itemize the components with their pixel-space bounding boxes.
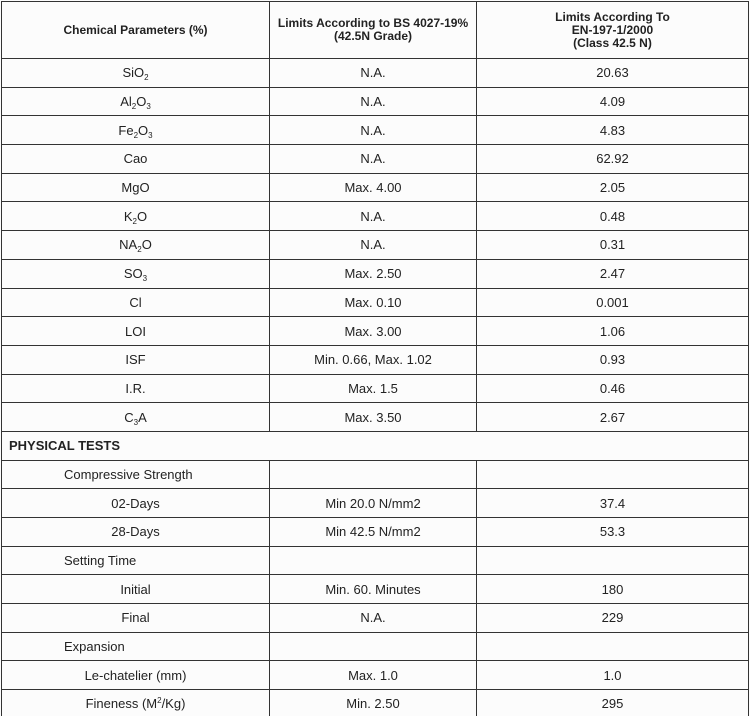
param-subscript: 2 [133, 130, 139, 140]
param-superscript: 2 [157, 696, 162, 706]
table-row [2, 604, 749, 633]
en-limit-cell: 4.09 [477, 87, 749, 116]
bs-limit-cell: N.A. [270, 231, 477, 260]
table-row [2, 59, 749, 88]
bs-limit-cell: N.A. [270, 116, 477, 145]
param-text: LOI [125, 323, 146, 339]
bs-limit-cell: Min. 60. Minutes [270, 575, 477, 604]
bs-limit-cell: Min 42.5 N/mm2 [270, 518, 477, 547]
cement-spec-table [1, 1, 749, 716]
bs-limit-cell: Max. 3.00 [270, 317, 477, 346]
en-limit-cell: 0.46 [477, 374, 749, 403]
table-row [2, 87, 749, 116]
bs-limit-cell: Min. 2.50 [270, 690, 477, 716]
param-text: A [138, 409, 147, 425]
en-limit-cell: 0.93 [477, 345, 749, 374]
header-en-line2: EN-197-1/2000 [571, 22, 654, 37]
table-header-row [2, 2, 749, 59]
param-cell [2, 345, 270, 374]
expansion-title: Expansion [2, 632, 270, 661]
en-limit-cell: 1.06 [477, 317, 749, 346]
empty-cell [477, 546, 749, 575]
header-chemical-parameters: Chemical Parameters (%) [2, 2, 270, 59]
bs-limit-cell: Min 20.0 N/mm2 [270, 489, 477, 518]
compressive-strength-title: Compressive Strength [2, 460, 270, 489]
param-cell [2, 288, 270, 317]
param-text: Fineness (M [85, 696, 158, 712]
param-cell [2, 259, 270, 288]
en-limit-cell: 2.05 [477, 173, 749, 202]
table-row [2, 259, 749, 288]
param-text: K [123, 208, 133, 224]
param-subscript: 3 [146, 102, 151, 112]
param-cell [2, 59, 270, 88]
param-subscript: 2 [131, 102, 137, 112]
param-subscript: 2 [144, 73, 149, 83]
en-limit-cell: 2.47 [477, 259, 749, 288]
param-cell [2, 202, 270, 231]
table-row [2, 403, 749, 432]
bs-limit-cell: Max. 0.10 [270, 288, 477, 317]
bs-limit-cell: N.A. [270, 59, 477, 88]
en-limit-cell: 229 [477, 604, 749, 633]
en-limit-cell: 4.83 [477, 116, 749, 145]
param-text: O [137, 208, 148, 224]
param-subscript: 2 [137, 245, 142, 255]
param-cell [2, 231, 270, 260]
param-text: /Kg) [161, 696, 186, 712]
param-cell: Le-chatelier (mm) [2, 661, 270, 690]
bs-limit-cell: Min. 0.66, Max. 1.02 [270, 345, 477, 374]
en-limit-cell: 37.4 [477, 489, 749, 518]
param-subscript: 3 [148, 130, 153, 140]
param-cell: Final [2, 604, 270, 633]
empty-cell [270, 632, 477, 661]
param-text: SO [123, 266, 143, 282]
table-row [2, 489, 749, 518]
en-limit-cell: 2.67 [477, 403, 749, 432]
bs-limit-cell: N.A. [270, 202, 477, 231]
bs-limit-cell: Max. 1.0 [270, 661, 477, 690]
table-row [2, 518, 749, 547]
param-subscript: 3 [133, 417, 139, 427]
table-row [2, 173, 749, 202]
param-text: MgO [121, 180, 150, 196]
param-text: Fe [118, 122, 134, 138]
param-text: Cao [123, 151, 148, 167]
chemical-rows [2, 59, 749, 432]
param-cell: Initial [2, 575, 270, 604]
param-text: O [136, 94, 147, 110]
header-bs-line2: (42.5N Grade) [333, 29, 413, 43]
physical-tests-row [2, 431, 749, 460]
param-text: O [141, 237, 152, 253]
en-limit-cell: 0.31 [477, 231, 749, 260]
physical-tests-title: PHYSICAL TESTS [2, 431, 749, 460]
param-cell [2, 317, 270, 346]
param-cell [2, 145, 270, 174]
param-subscript: 2 [132, 216, 137, 226]
header-bs-line1: Limits According to BS 4027-19% [277, 16, 469, 30]
param-cell: 02-Days [2, 489, 270, 518]
empty-cell [270, 546, 477, 575]
table-row [2, 116, 749, 145]
table-row [2, 690, 749, 716]
bs-limit-cell: Max. 4.00 [270, 173, 477, 202]
setting-time-title: Setting Time [2, 546, 270, 575]
table-row [2, 288, 749, 317]
param-text: Cl [129, 294, 142, 310]
en-limit-cell: 0.48 [477, 202, 749, 231]
empty-cell [270, 460, 477, 489]
header-en-line3: (Class 42.5 N) [573, 35, 652, 50]
en-limit-cell: 20.63 [477, 59, 749, 88]
param-subscript: 3 [142, 274, 148, 284]
en-limit-cell: 0.001 [477, 288, 749, 317]
table-row [2, 317, 749, 346]
param-cell [2, 116, 270, 145]
empty-cell [477, 632, 749, 661]
setting-time-row [2, 546, 749, 575]
header-bs-limits [270, 2, 477, 59]
table-row [2, 374, 749, 403]
param-cell [2, 87, 270, 116]
bs-limit-cell: N.A. [270, 604, 477, 633]
en-limit-cell: 53.3 [477, 518, 749, 547]
bs-limit-cell: N.A. [270, 87, 477, 116]
expansion-row [2, 632, 749, 661]
bs-limit-cell: N.A. [270, 145, 477, 174]
table-row [2, 231, 749, 260]
param-text: I.R. [125, 380, 146, 396]
en-limit-cell: 180 [477, 575, 749, 604]
compressive-strength-row [2, 460, 749, 489]
en-limit-cell: 1.0 [477, 661, 749, 690]
param-cell [2, 173, 270, 202]
param-cell [2, 403, 270, 432]
bs-limit-cell: Max. 2.50 [270, 259, 477, 288]
table-row [2, 202, 749, 231]
param-text: ISF [125, 352, 146, 368]
param-text: O [138, 122, 149, 138]
table-row [2, 575, 749, 604]
param-text: Al [120, 94, 132, 110]
header-en-line1: Limits According To [555, 9, 670, 24]
param-cell [2, 690, 270, 716]
param-cell [2, 374, 270, 403]
param-text: C [124, 409, 134, 425]
bs-limit-cell: Max. 3.50 [270, 403, 477, 432]
en-limit-cell: 295 [477, 690, 749, 716]
param-text: NA [119, 237, 138, 253]
param-text: SiO [122, 65, 145, 81]
header-en-limits [477, 2, 749, 59]
param-cell: 28-Days [2, 518, 270, 547]
en-limit-cell: 62.92 [477, 145, 749, 174]
table-row [2, 145, 749, 174]
bs-limit-cell: Max. 1.5 [270, 374, 477, 403]
table-row [2, 345, 749, 374]
table-row [2, 661, 749, 690]
empty-cell [477, 460, 749, 489]
